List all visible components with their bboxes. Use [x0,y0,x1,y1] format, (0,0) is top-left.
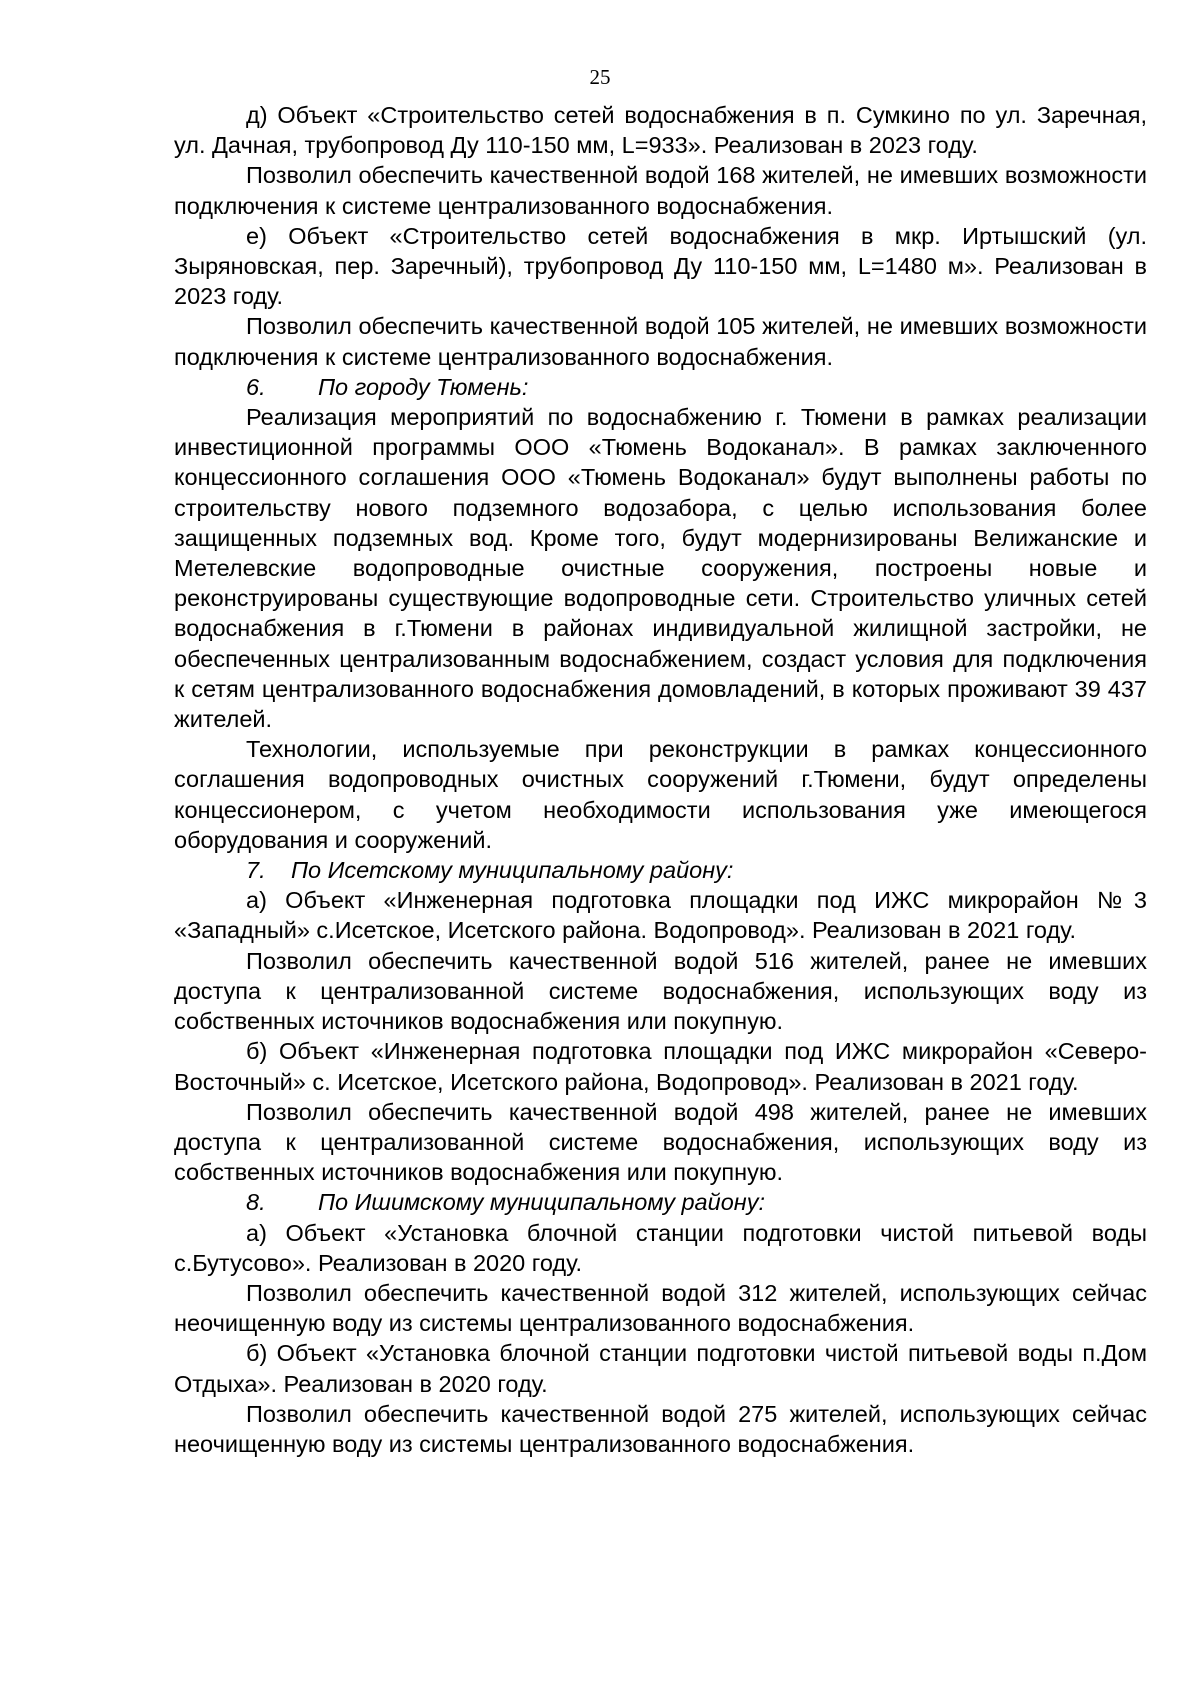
paragraph-a-butusovo: а) Объект «Установка блочной станции подготовки чистой питьевой воды с.Бутусово». Реализован в 2020 году. [174,1219,1147,1276]
section-title: По городу Тюмень: [318,373,529,400]
section-heading-7 [174,855,1147,885]
paragraph-tyumen-technologies: Технологии, используемые при реконструкции в рамках концессионного соглашения водопроводных очистных сооружений г.Тюмени, будут определены концессионером, с учетом необходимости использования уже имеющегося оборудования и сооружений. [174,736,1147,853]
section-number: 7. [246,857,266,884]
paragraph-b-dom-otdykha-result: Позволил обеспечить качественной водой 275 жителей, использующих сейчас неочищенную воду из системы централизованного водоснабжения. [174,1400,1147,1457]
paragraph-tyumen-program: Реализация мероприятий по водоснабжению г. Тюмени в рамках реализации инвестиционной программы ООО «Тюмень Водоканал». В рамках заключенного концессионного соглашения ООО «Тюмень Водоканал» будут выполнены работы по строительству нового подземного водозабора, с целью использования более защищенных подземных вод. Кроме того, будут модернизированы Велижанские и Метелевские водопроводные очистные сооружения, построены новые и реконструированы существующие водопроводные сети. Строительство уличных сетей водоснабжения в г.Тюмени в районах индивидуальной жилищной застройки, не обеспеченных централизованным водоснабжением, создаст условия для подключения к сетям централизованного водоснабжения домовладений, в которых проживают 39 437 жителей. [174,404,1147,733]
section-heading-8 [174,1187,1147,1217]
section-title: По Исетскому муниципальному району: [291,857,734,884]
section-title: По Ишимскому муниципальному району: [318,1189,765,1216]
section-heading-6 [174,372,1147,402]
document-body [174,100,1147,1459]
paragraph-a-result: Позволил обеспечить качественной водой 516 жителей, ранее не имевших доступа к централизованной системе водоснабжения, использующих воду из собственных источников водоснабжения или покупную. [174,947,1147,1035]
paragraph-e-result: Позволил обеспечить качественной водой 105 жителей, не имевших возможности подключения к системе централизованного водоснабжения. [174,313,1147,370]
paragraph-d-sumkino: д) Объект «Строительство сетей водоснабжения в п. Сумкино по ул. Заречная, ул. Дачная, трубопровод Ду 110-150 мм, L=933». Реализован в 2023 году. [174,102,1147,159]
paragraph-a-butusovo-result: Позволил обеспечить качественной водой 312 жителей, использующих сейчас неочищенную воду из системы централизованного водоснабжения. [174,1279,1147,1337]
paragraph-b-result: Позволил обеспечить качественной водой 498 жителей, ранее не имевших доступа к централизованной системе водоснабжения, использующих воду из собственных источников водоснабжения или покупную. [174,1098,1147,1186]
paragraph-d-result: Позволил обеспечить качественной водой 168 жителей, не имевших возможности подключения к системе централизованного водоснабжения. [174,162,1147,219]
paragraph-e-irtyshsky: е) Объект «Строительство сетей водоснабжения в мкр. Иртышский (ул. Зыряновская, пер. Заречный), трубопровод Ду 110-150 мм, L=1480 м». Реализован в 2023 году. [174,222,1147,310]
page-number: 25 [589,65,611,89]
section-number: 8. [246,1189,266,1216]
paragraph-b-severo-vostochny: б) Объект «Инженерная подготовка площадки под ИЖС микрорайон «Северо-Восточный» с. Исетское, Исетского района, Водопровод». Реализован в 2021 году. [174,1038,1147,1095]
paragraph-b-dom-otdykha: б) Объект «Установка блочной станции подготовки чистой питьевой воды п.Дом Отдыха». Реализован в 2020 году. [174,1340,1147,1397]
paragraph-a-zapadny: а) Объект «Инженерная подготовка площадки под ИЖС микрорайон №3 «Западный» с.Исетское, Исетского района. Водопровод». Реализован в 2021 году. [174,887,1147,944]
section-number: 6. [246,373,266,400]
